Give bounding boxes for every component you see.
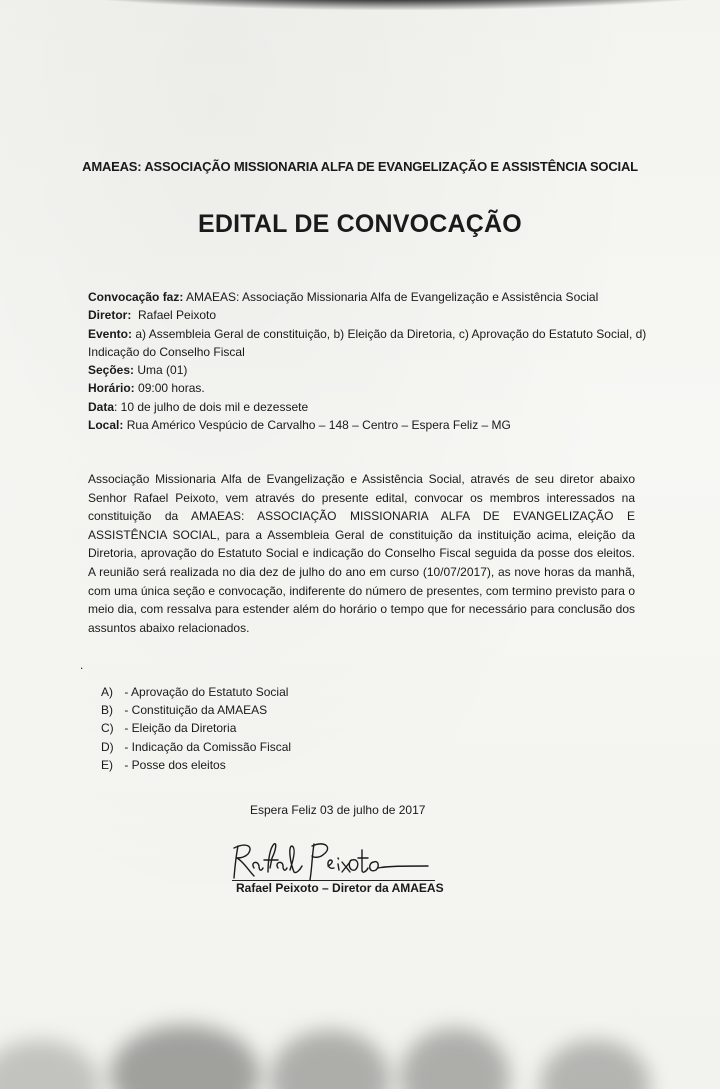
info-row-secoes	[88, 361, 648, 379]
info-row-data	[88, 398, 648, 416]
scan-bottom-smudges	[0, 1000, 720, 1089]
agenda-item	[101, 738, 291, 756]
place-and-date: Espera Feliz 03 de julho de 2017	[250, 803, 426, 817]
convocacao-label: Convocação faz:	[88, 290, 184, 304]
evento-label: Evento:	[88, 326, 133, 341]
diretor-value: Rafael Peixoto	[138, 308, 217, 323]
agenda-item	[101, 756, 291, 774]
agenda-item-text: - Posse dos eleitos	[124, 757, 226, 772]
agenda-item-text: - Aprovação do Estatuto Social	[124, 685, 289, 699]
agenda-item-letter: D)	[101, 739, 114, 754]
scan-top-shadow	[0, 0, 720, 10]
horario-label: Horário:	[88, 381, 135, 396]
horario-value: 09:00 horas.	[138, 381, 205, 396]
agenda-item-letter: E)	[101, 757, 113, 772]
agenda-item-text: - Indicação da Comissão Fiscal	[124, 739, 292, 754]
handwritten-signature	[228, 836, 438, 886]
data-label: Data	[88, 399, 115, 414]
evento-value: a) Assembleia Geral de constituição, b) Eleição da Diretoria, c) Aprovação do Estatuto Social, d) Indicação do Conselho Fiscal	[88, 326, 647, 359]
local-label: Local:	[88, 418, 124, 433]
agenda-item-letter: C)	[101, 721, 114, 736]
agenda-item	[101, 701, 291, 719]
secoes-label: Seções:	[88, 363, 135, 378]
agenda-item	[101, 683, 291, 701]
convocacao-value: AMAEAS: Associação Missionaria Alfa de Evangelização e Assistência Social	[186, 290, 599, 304]
convocation-info	[88, 288, 648, 434]
info-row-evento	[88, 325, 648, 362]
agenda-item-text: - Eleição da Diretoria	[124, 721, 237, 736]
agenda-item-letter: A)	[101, 685, 113, 699]
organization-header: AMAEAS: ASSOCIAÇÃO MISSIONARIA ALFA DE EVANGELIZAÇÃO E ASSISTÊNCIA SOCIAL	[82, 159, 638, 174]
agenda-item-letter: B)	[101, 703, 113, 718]
agenda-item	[101, 719, 291, 737]
secoes-value: Uma (01)	[137, 363, 188, 378]
agenda-item-text: - Constituição da AMAEAS	[124, 703, 268, 718]
diretor-label: Diretor:	[88, 308, 132, 323]
data-value: : 10 de julho de dois mil e dezessete	[114, 399, 309, 414]
local-value: Rua Américo Vespúcio de Carvalho – 148 – Centro – Espera Feliz – MG	[126, 418, 511, 433]
convocation-paragraph: Associação Missionaria Alfa de Evangelização e Assistência Social, através de seu diretor abaixo Senhor Rafael Peixoto, vem através do presente edital, convocar os membros interessados na constituição da AMAEAS: ASSOCIAÇÃO MISSIONARIA ALFA DE EVANGELIZAÇÃO E ASSISTÊNCIA SOCIAL, para a Assembleia Geral de constituição da instituição acima, eleição da Diretoria, aprovação do Estatuto Social e indicação do Conselho Fiscal seguida da posse dos eleitos. A reunião será realizada no dia dez de julho do ano em curso (10/07/2017), as nove horas da manhã, com uma única seção e convocação, indiferente do número de presentes, com termino previsto para o meio dia, com ressalva para estender além do horário o tempo que for necessário para conclusão dos assuntos abaixo relacionados.	[88, 472, 635, 635]
stray-mark: .	[80, 658, 84, 672]
info-row-horario	[88, 379, 648, 397]
info-row-convocacao	[88, 288, 648, 306]
signatory-name: Rafael Peixoto – Diretor da AMAEAS	[236, 881, 444, 895]
agenda-list	[101, 683, 291, 774]
document-title: EDITAL DE CONVOCAÇÃO	[198, 210, 522, 238]
info-row-diretor	[88, 306, 648, 324]
info-row-local	[88, 416, 648, 434]
